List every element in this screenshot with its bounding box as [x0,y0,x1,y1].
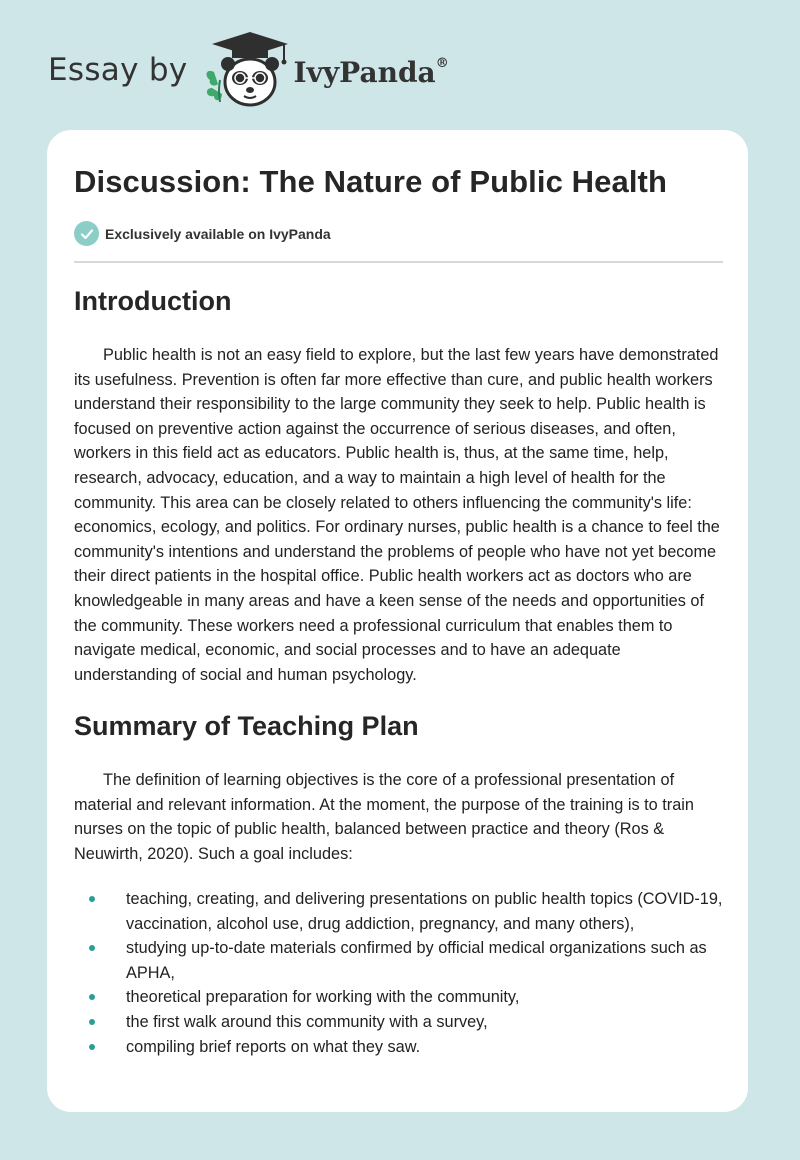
list-item-text: compiling brief reports on what they saw. [126,1037,421,1056]
checkmark-glyph-icon [80,227,94,241]
list-item [74,936,724,985]
list-item [74,1035,724,1060]
section-heading-teaching-plan: Summary of Teaching Plan [74,711,419,741]
page-title: Discussion: The Nature of Public Health [74,164,667,199]
list-item-text: teaching, creating, and delivering presentations on public health topics (COVID-19, vaccination, alcohol use, drug addiction, pregnancy, and many others), [126,890,723,933]
essay-card [47,130,748,1112]
exclusive-badge [74,221,331,246]
header-divider [74,261,723,263]
check-icon [74,221,99,246]
registered-mark: ® [435,56,449,72]
essay-by-label: Essay by [48,52,188,88]
introduction-paragraph: Public health is not an easy field to explore, but the last few years have demonstrated its usefulness. Prevention is often far more effective than cure, and public health workers understand their responsibility to the large community they seek to help. Public health is focused on preventive action against the occurrence of serious diseases, and often, workers in this field act as educators. Public health is, thus, at the same time, help, research, advocacy, education, and a way to maintain a high level of health for the community. This area can be closely related to others influencing the community's life: economics, ecology, and politics. For ordinary nurses, public health is a chance to feel the community's intentions and understand the problems of people who have not yet become their direct patients in the hospital office. Public health workers act as doctors who are knowledgeable in many areas and have a keen sense of the needs and opportunities of the community. These workers need a professional curriculum that enables them to navigate medical, economic, and social processes and to have an adequate understanding of social and human psychology. [74,346,720,684]
list-item [74,887,724,936]
bullet-icon [89,896,95,902]
goals-list [74,887,724,1059]
teaching-plan-paragraph: The definition of learning objectives is the core of a professional presentation of material and relevant information. At the moment, the purpose of the training is to train nurses on the topic of public health, balanced between practice and theory (Ros & Neuwirth, 2020). Such a goal includes: [74,771,694,863]
bullet-icon [89,1019,95,1025]
bullet-icon [89,994,95,1000]
list-item-text: studying up-to-date materials confirmed by official medical organizations such as APHA, [126,939,707,982]
brand-name[interactable] [294,56,449,89]
list-item-text: the first walk around this community with a survey, [126,1012,488,1031]
bullet-icon [89,1044,95,1050]
section-heading-introduction: Introduction [74,286,232,316]
list-item [74,1010,724,1035]
exclusive-badge-label: Exclusively available on IvyPanda [105,225,331,242]
panda-graduate-icon [200,30,292,110]
list-item-text: theoretical preparation for working with the community, [126,988,520,1007]
bullet-icon [89,945,95,951]
site-header [48,30,449,110]
panda-logo-icon[interactable] [200,30,292,110]
list-item [74,985,724,1010]
brand-name-text: IvyPanda [293,55,436,89]
